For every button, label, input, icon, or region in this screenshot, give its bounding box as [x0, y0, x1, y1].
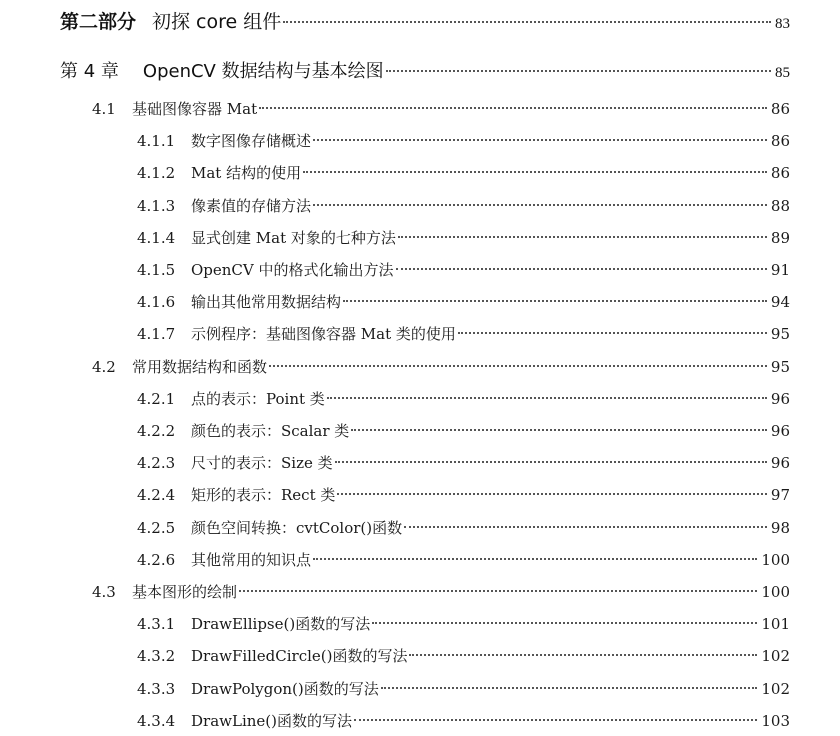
dot-leader — [283, 21, 771, 23]
toc-section-entry[interactable] — [92, 356, 790, 377]
entry-number: 4.2.4 — [137, 486, 176, 505]
dot-leader — [343, 300, 767, 302]
dot-leader — [372, 622, 757, 624]
entry-title: 点的表示：Point 类 — [191, 389, 325, 408]
entry-number: 4.2.2 — [137, 422, 176, 440]
dot-leader — [381, 687, 758, 689]
toc-subsection-entry[interactable] — [137, 517, 790, 538]
entry-title: 颜色空间转换：cvtColor()函数 — [191, 518, 403, 537]
page-number: 86 — [770, 164, 790, 183]
page-number: 97 — [770, 486, 790, 505]
toc-subsection-entry[interactable] — [137, 130, 790, 151]
entry-title: 矩形的表示：Rect 类 — [191, 486, 336, 505]
toc-subsection-entry[interactable] — [137, 613, 790, 634]
dot-leader — [335, 461, 767, 463]
entry-title: DrawEllipse()函数的写法 — [191, 615, 371, 634]
page-number: 100 — [761, 550, 790, 569]
dot-leader — [398, 236, 767, 238]
entry-title: DrawPolygon()函数的写法 — [191, 679, 379, 698]
toc-subsection-entry[interactable] — [137, 710, 790, 731]
dot-leader — [337, 493, 767, 495]
dot-leader — [404, 526, 767, 528]
dot-leader — [313, 558, 757, 560]
entry-number: 4.2.3 — [137, 454, 176, 473]
page-number: 96 — [770, 422, 790, 440]
entry-title: DrawFilledCircle()函数的写法 — [191, 647, 408, 666]
page-number: 88 — [770, 196, 790, 215]
entry-title: 显式创建 Mat 对象的七种方法 — [191, 228, 396, 247]
page-number: 103 — [761, 711, 790, 730]
toc-subsection-entry[interactable] — [137, 291, 790, 312]
entry-title: 基础图像容器 Mat — [132, 100, 258, 118]
toc-chapter-entry[interactable] — [60, 57, 790, 83]
part-title: 初探 core 组件 — [152, 11, 282, 33]
page-number: 95 — [770, 325, 790, 344]
toc-subsection-entry[interactable] — [137, 678, 790, 699]
entry-title: 数字图像存储概述 — [191, 132, 312, 151]
dot-leader — [396, 268, 767, 270]
entry-number: 4.2 — [92, 357, 116, 376]
part-number: 第二部分 — [60, 11, 137, 33]
toc-subsection-entry[interactable] — [137, 452, 790, 473]
page-number: 86 — [770, 100, 790, 118]
entry-title: 像素值的存储方法 — [191, 196, 312, 215]
entry-number: 4.1 — [92, 100, 116, 118]
page-number: 91 — [770, 261, 790, 279]
page-number: 100 — [761, 583, 790, 601]
entry-number: 4.1.6 — [137, 293, 176, 312]
toc-subsection-entry[interactable] — [137, 227, 790, 248]
entry-number: 4.3.3 — [137, 679, 176, 698]
entry-number: 4.1.3 — [137, 196, 176, 215]
dot-leader — [303, 171, 767, 173]
toc-subsection-entry[interactable] — [137, 420, 790, 441]
chapter-number: 第 4 章 — [60, 61, 119, 82]
page-number: 98 — [770, 518, 790, 537]
entry-number: 4.3 — [92, 583, 116, 601]
entry-title: 输出其他常用数据结构 — [191, 293, 342, 312]
toc-subsection-entry[interactable] — [137, 162, 790, 183]
toc-subsection-entry[interactable] — [137, 195, 790, 216]
dot-leader — [313, 139, 767, 141]
toc-subsection-entry[interactable] — [137, 388, 790, 409]
entry-number: 4.1.2 — [137, 164, 176, 183]
entry-number: 4.2.1 — [137, 389, 176, 408]
dot-leader — [239, 590, 757, 592]
toc-part-entry[interactable] — [60, 7, 790, 34]
toc-subsection-entry[interactable] — [137, 549, 790, 570]
entry-number: 4.1.5 — [137, 261, 176, 279]
entry-number: 4.2.6 — [137, 550, 176, 569]
dot-leader — [269, 365, 767, 367]
page-number: 83 — [775, 16, 790, 32]
dot-leader — [313, 204, 767, 206]
page-number: 86 — [770, 132, 790, 151]
entry-number: 4.3.1 — [137, 615, 176, 634]
dot-leader — [354, 719, 757, 721]
entry-number: 4.3.2 — [137, 647, 176, 666]
dot-leader — [458, 332, 767, 334]
entry-number: 4.2.5 — [137, 518, 176, 537]
entry-title: Mat 结构的使用 — [191, 164, 302, 183]
toc-subsection-entry[interactable] — [137, 323, 790, 344]
entry-number: 4.1.4 — [137, 228, 176, 247]
entry-title: 颜色的表示：Scalar 类 — [191, 422, 350, 440]
entry-title: 其他常用的知识点 — [191, 550, 312, 569]
page-number: 85 — [775, 65, 790, 81]
entry-title: OpenCV 中的格式化输出方法 — [191, 261, 394, 279]
dot-leader — [351, 429, 767, 431]
page-number: 101 — [761, 615, 790, 634]
page-number: 102 — [761, 679, 790, 698]
page-number: 96 — [770, 454, 790, 473]
entry-number: 4.1.7 — [137, 325, 176, 344]
entry-number: 4.1.1 — [137, 132, 176, 151]
chapter-title: OpenCV 数据结构与基本绘图 — [142, 61, 384, 82]
toc-subsection-entry[interactable] — [137, 645, 790, 666]
toc-subsection-entry[interactable] — [137, 259, 790, 280]
page-number: 102 — [761, 647, 790, 666]
toc-subsection-entry[interactable] — [137, 484, 790, 505]
entry-title: 尺寸的表示：Size 类 — [191, 454, 333, 473]
dot-leader — [327, 397, 767, 399]
page-number: 95 — [770, 357, 790, 376]
dot-leader — [409, 654, 757, 656]
entry-title: 基本图形的绘制 — [132, 583, 238, 601]
toc-section-entry[interactable] — [92, 98, 790, 119]
page-number: 89 — [770, 228, 790, 247]
dot-leader — [386, 70, 771, 72]
dot-leader — [259, 107, 767, 109]
entry-number: 4.3.4 — [137, 711, 176, 730]
entry-title: 常用数据结构和函数 — [132, 357, 268, 376]
toc-section-entry[interactable] — [92, 581, 790, 602]
entry-title: 示例程序：基础图像容器 Mat 类的使用 — [191, 325, 456, 344]
entry-title: DrawLine()函数的写法 — [191, 711, 352, 730]
page-number: 94 — [770, 293, 790, 312]
page-number: 96 — [770, 389, 790, 408]
